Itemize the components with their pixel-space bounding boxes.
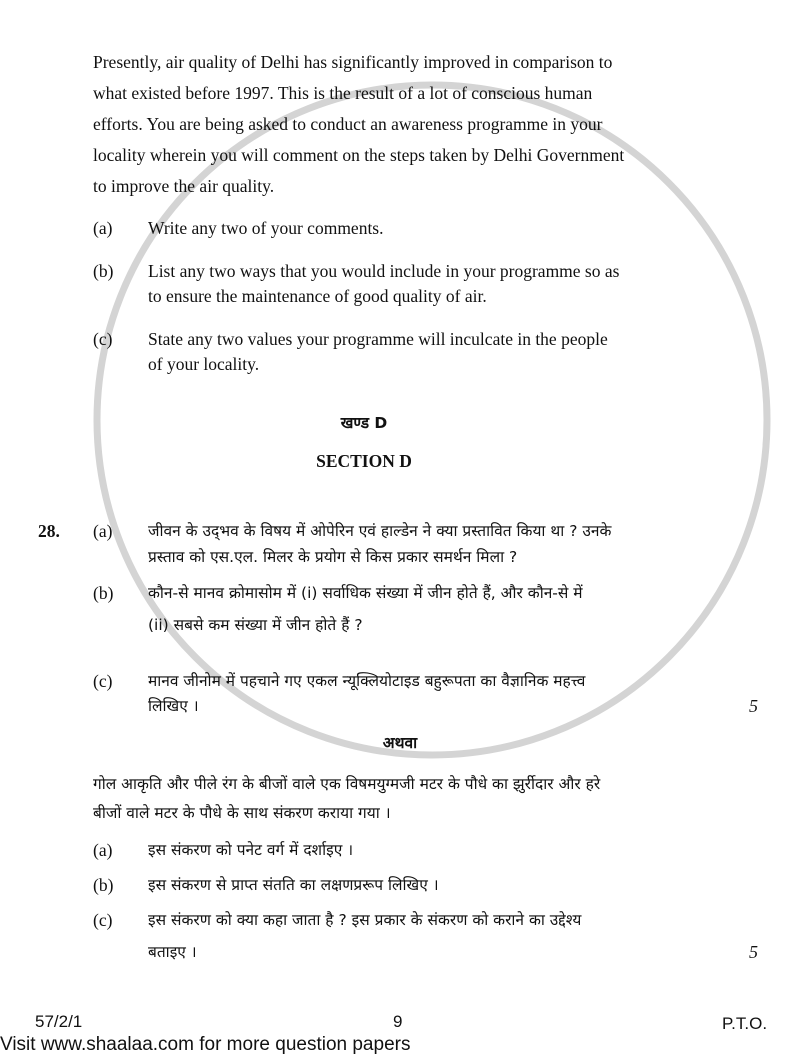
intro-line: what existed before 1997. This is the result of a lot of conscious human [93,83,593,103]
part-text: (ii) सबसे कम संख्या में जीन होते हैं ? [148,616,363,634]
question-number: 28. [38,521,60,541]
marks: 5 [749,942,758,962]
part-label: (a) [93,840,113,860]
page-number: 9 [393,1012,403,1031]
part-label: (a) [93,218,113,238]
part-text: Write any two of your comments. [148,218,384,238]
or-intro-line: बीजों वाले मटर के पौधे के साथ संकरण कराया गया । [93,804,391,822]
or-heading: अथवा [382,734,418,752]
intro-line: locality wherein you will comment on the steps taken by Delhi Government [93,145,625,165]
part-text: इस संकरण से प्राप्त संतति का लक्षणप्ररूप लिखिए । [148,876,439,894]
part-text: बताइए । [148,943,197,961]
part-text: State any two values your programme will inculcate in the people [148,329,608,349]
part-text: जीवन के उद्‌भव के विषय में ओपेरिन एवं हाल्डेन ने क्या प्रस्तावित किया था ? उनके [148,522,612,540]
part-text: to ensure the maintenance of good quality of air. [148,286,487,306]
paper-code: 57/2/1 [35,1012,83,1031]
part-text: इस संकरण को पनेट वर्ग में दर्शाइए । [148,841,354,859]
part-label: (c) [93,329,113,349]
or-intro-line: गोल आकृति और पीले रंग के बीजों वाले एक विषमयुग्मजी मटर के पौधे का झुर्रीदार और हरे [93,775,601,793]
intro-line: efforts. You are being asked to conduct an awareness programme in your [93,114,603,134]
part-text: मानव जीनोम में पहचाने गए एकल न्यूक्लियोटाइड बहुरूपता का वैज्ञानिक महत्त्व [148,672,586,690]
section-heading-hindi: खण्ड D [340,414,388,432]
section-heading-english: SECTION D [316,451,412,471]
part-label: (c) [93,910,113,930]
part-label: (c) [93,671,113,691]
intro-line: to improve the air quality. [93,176,275,196]
part-label: (b) [93,261,114,281]
part-label: (a) [93,521,113,541]
pto: P.T.O. [722,1014,768,1033]
part-label: (b) [93,583,114,603]
part-text: कौन-से मानव क्रोमासोम में (i) सर्वाधिक संख्या में जीन होते हैं, और कौन-से में [148,584,583,602]
marks: 5 [749,696,758,716]
intro-line: Presently, air quality of Delhi has significantly improved in comparison to [93,52,613,72]
part-text: प्रस्ताव को एस.एल. मिलर के प्रयोग से किस प्रकार समर्थन मिला ? [148,548,518,566]
visit-link[interactable]: Visit www.shaalaa.com for more question papers [0,1034,411,1055]
part-text: of your locality. [148,354,260,374]
part-text: लिखिए । [148,697,199,715]
part-label: (b) [93,875,114,895]
part-text: इस संकरण को क्या कहा जाता है ? इस प्रकार के संकरण को कराने का उद्देश्य [148,911,582,929]
part-text: List any two ways that you would include in your programme so as [148,261,620,281]
